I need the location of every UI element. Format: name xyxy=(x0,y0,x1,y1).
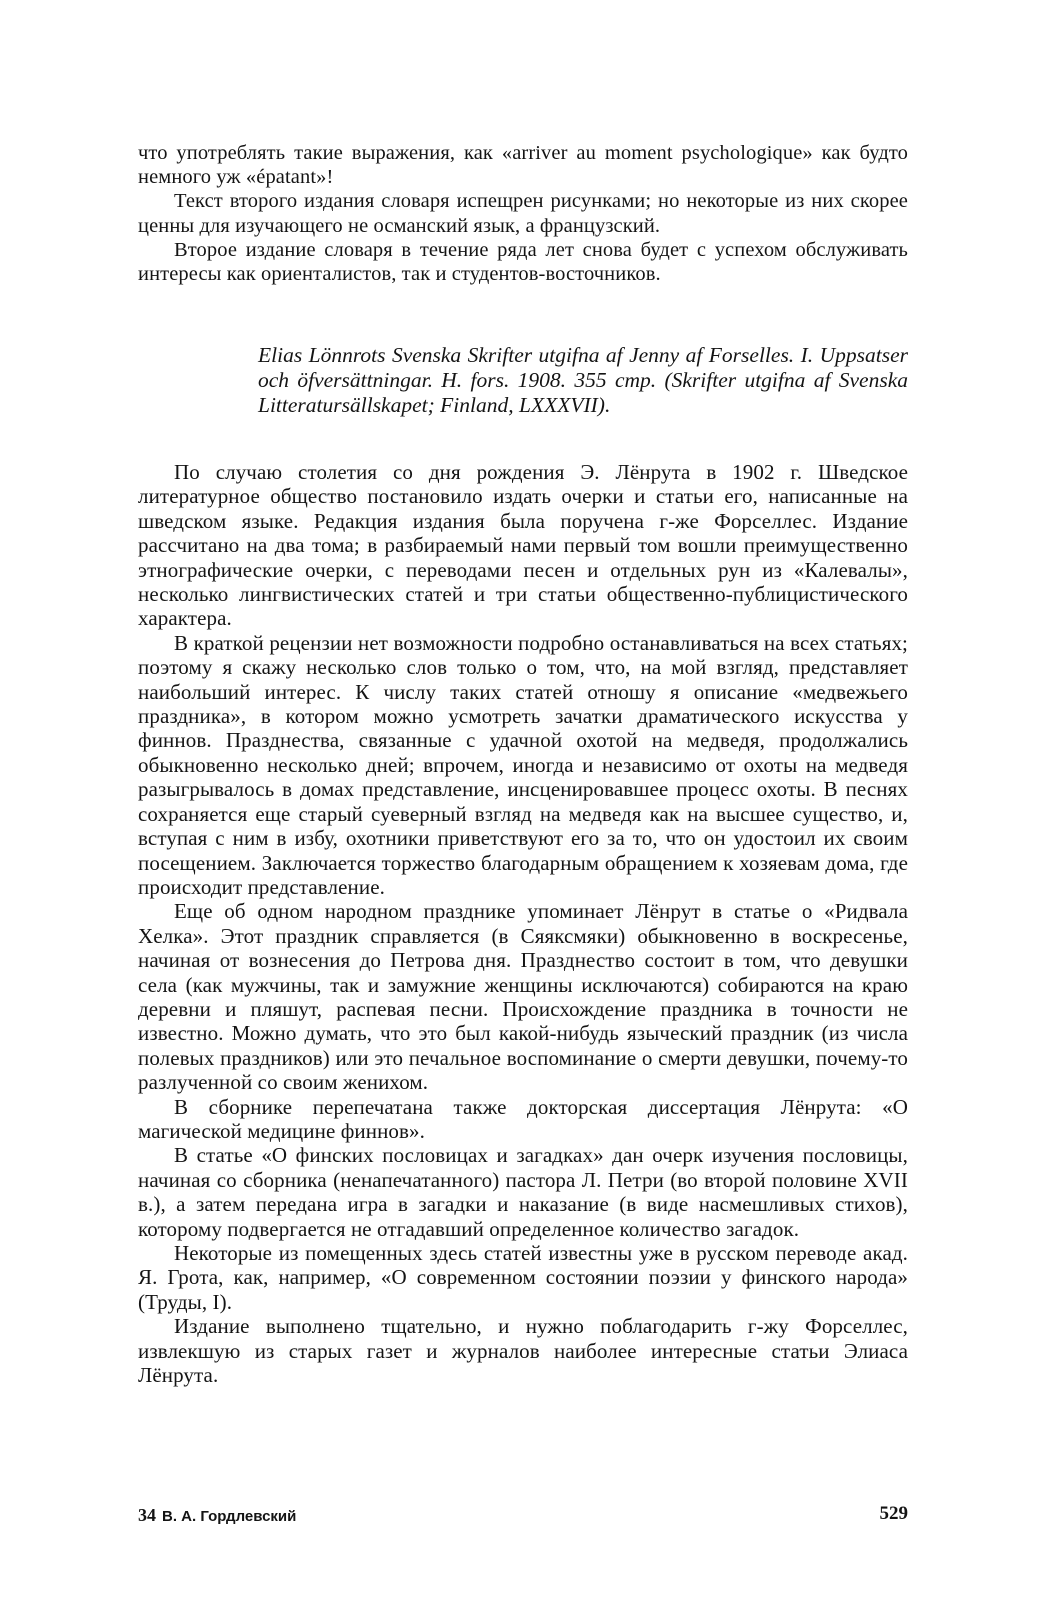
paragraph: По случаю столетия со дня рождения Э. Лёнрута в 1902 г. Шведское литературное общество постановило издать очерки и статьи его, написанные на шведском языке. Редакция издания была поручена г-же Форселлес. Издание рассчитано на два тома; в разбираемый нами первый том вошли преимущественно этнографические очерки, с переводами песен и отдельных рун из «Калевалы», несколько лингвистических статей и три статьи общественно-публицистического характера. xyxy=(138,460,908,631)
printer-signature xyxy=(138,1505,296,1526)
intro-text-block xyxy=(138,141,908,286)
paragraph: В статье «О финских пословицах и загадках» дан очерк изучения пословицы, начиная со сборника (ненапечатанного) пастора Л. Петри (во второй половине XVII в.), а затем передана игра в загадки и наказание (в виде насмешливых стихов), которому подвергается не отгадавший определенное количество загадок. xyxy=(138,1143,908,1241)
paragraph: что употреблять такие выражения, как «arriver au moment psychologique» как будто немного уж «épatant»! xyxy=(138,142,908,189)
paragraph: Некоторые из помещенных здесь статей известны уже в русском переводе акад. Я. Грота, как, например, «О современном состоянии поэзии у финского народа» (Труды, I). xyxy=(138,1241,908,1314)
paragraph: Еще об одном народном празднике упоминает Лёнрут в статье о «Ридвала Хелка». Этот праздник справляется (в Сяяксмяки) обыкновенно в воскресенье, начиная от вознесения до Петрова дня. Празднество состоит в том, что девушки села (как мужчины, так и замужние женщины исключаются) собираются на краю деревни и пляшут, распевая песни. Происхождение праздника в точности не известно. Можно думать, что это был какой-нибудь языческий праздник (из числа полевых праздников) или это печальное воспоминание о смерти девушки, почему-то разлученной со своим женихом. xyxy=(138,899,908,1095)
paragraph: Текст второго издания словаря испещрен рисунками; но некоторые из них скорее ценны для изучающего не османский язык, а французский. xyxy=(138,190,908,237)
paragraph: Издание выполнено тщательно, и нужно поблагодарить г-жу Форселлес, извлекшую из старых газет и журналов наиболее интересные статьи Элиаса Лёнрута. xyxy=(138,1314,908,1388)
page-number: 529 xyxy=(879,1503,908,1524)
paragraph: В краткой рецензии нет возможности подробно останавливаться на всех статьях; поэтому я скажу несколько слов только о том, что, на мой взгляд, представляет наибольший интерес. К числу таких статей отношу я описание «медвежьего праздника», в котором можно усмотреть зачатки драматического искусства у финнов. Празднества, связанные с удачной охотой на медведя, продолжались обыкновенно несколько дней; впрочем, иногда и независимо от охоты на медведя разыгрывалось в домах представление, инсценировавшее процесс охоты. В песнях сохраняется еще старый суеверный взгляд на медведя как на высшее существо, и, вступая с ним в избу, охотники приветствуют его за то, что он удостоил их своим посещением. Заключается торжество благодарным обращением к хозяевам дома, где происходит представление. xyxy=(138,630,908,899)
signature-number: 34 xyxy=(138,1505,156,1525)
bibliographic-citation: Elias Lönnrots Svenska Skrifter utgifna af Jenny af Forselles. I. Uppsatser och öfversättningar. H. fors. 1908. 355 стр. (Skrifter utgifna af Svenska Litteratursällskapet; Finland, LXXXVII). xyxy=(258,343,908,417)
review-text-block xyxy=(138,460,908,1387)
paragraph: В сборнике перепечатана также докторская диссертация Лёнрута: «О магической медицине финнов». xyxy=(138,1094,908,1143)
page-footer xyxy=(138,1503,908,1527)
signature-author: В. А. Гордлевский xyxy=(162,1508,297,1525)
paragraph: Второе издание словаря в течение ряда лет снова будет с успехом обслуживать интересы как ориенталистов, так и студентов-восточников. xyxy=(138,238,908,286)
